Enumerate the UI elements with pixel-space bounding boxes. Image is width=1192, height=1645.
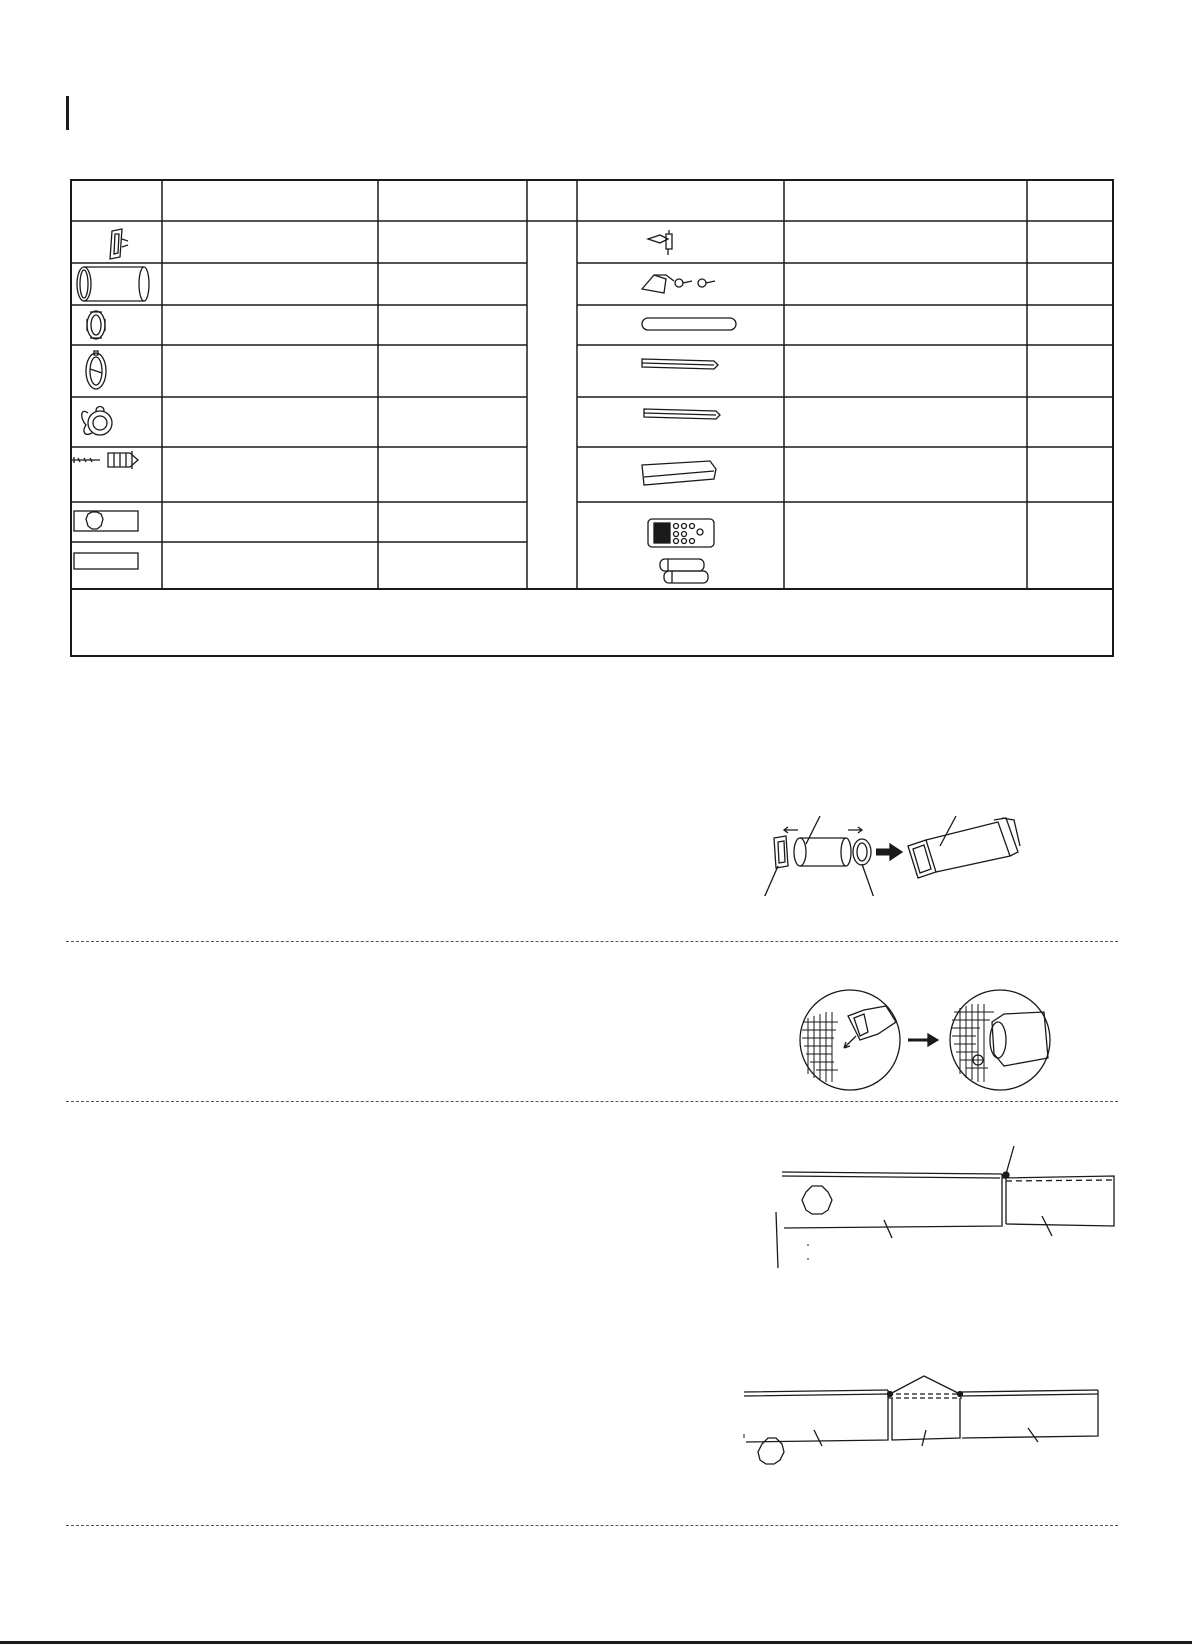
remote-control-and-batteries-icon: [648, 519, 714, 583]
drain-plug-icon: [82, 407, 112, 436]
screw-and-anchor-icon: [72, 451, 138, 469]
round-window-adapter-icon: [86, 351, 106, 389]
dashed-divider: [66, 941, 1118, 942]
parts-table: [70, 179, 1114, 657]
foam-block-icon: [642, 461, 716, 485]
window-panel-extension-figure: [774, 1140, 1120, 1270]
foam-strip-long-icon: [642, 359, 718, 369]
bracket-and-screws-icon: [642, 275, 715, 293]
hose-connector-icon: [87, 311, 105, 339]
foam-seal-tube-icon: [642, 318, 736, 330]
hose-assembly-figure: [758, 816, 1058, 896]
window-panel-full-extension-figure: [738, 1366, 1106, 1470]
dashed-divider: [66, 1525, 1118, 1526]
dashed-divider: [66, 1101, 1118, 1102]
foam-strip-short-icon: [644, 409, 720, 419]
heading-bar: [66, 96, 69, 130]
window-panel-with-hole-icon: [74, 511, 138, 531]
bolt-icon: [648, 230, 672, 255]
footer-rule: [0, 1641, 1192, 1644]
window-adapter-icon: [110, 229, 128, 259]
window-panel-plain-icon: [74, 553, 138, 569]
hose-to-unit-figure: [798, 988, 1052, 1092]
exhaust-hose-icon: [77, 267, 149, 301]
